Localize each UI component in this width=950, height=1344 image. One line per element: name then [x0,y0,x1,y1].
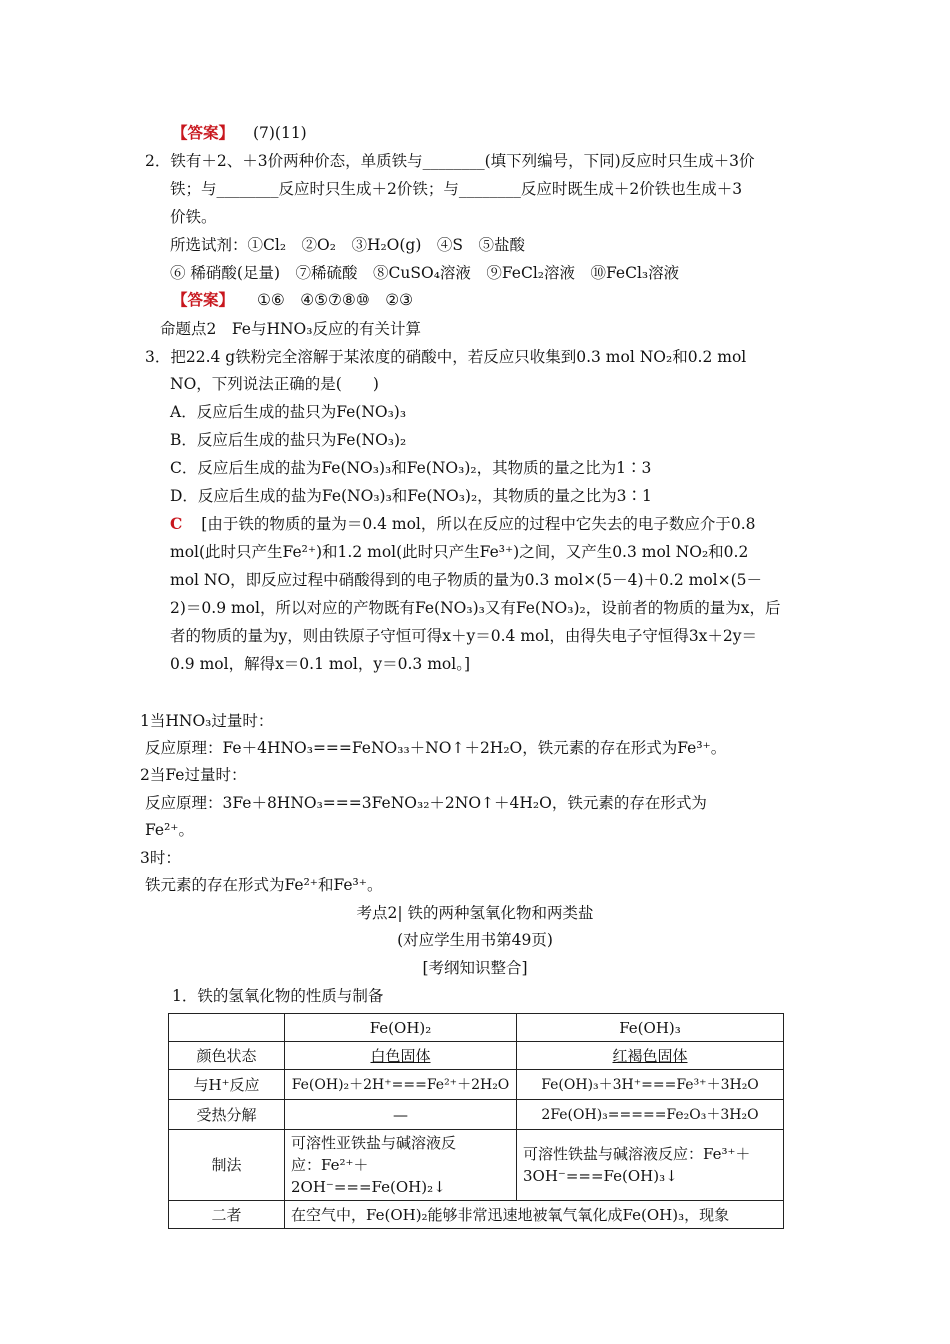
answer-label: 【答案】 [172,290,235,309]
note-2-heading: 2当Fe过量时： [140,766,247,784]
table-header-cell: Fe(OH)₂ [285,1014,517,1042]
table-cell [285,1042,517,1070]
q3-explanation-line2: mol(此时只产生Fe²⁺)和1.2 mol(此时只产生Fe³⁺)之间，又产生0.3 mol NO₂和0.2 [170,543,749,561]
table-cell: 在空气中，Fe(OH)₂能够非常迅速地被氧气氧化成Fe(OH)₃，现象 [285,1201,784,1229]
section-title: 考点2| 铁的两种氢氧化物和两类盐 [356,904,594,922]
row-label: 与H⁺反应 [169,1070,285,1100]
table-row [169,1201,784,1229]
cell-line: 3OH⁻===Fe(OH)₃↓ [523,1167,678,1185]
table-cell: Fe(OH)₂＋2H⁺===Fe²⁺＋2H₂O [285,1070,517,1100]
table-cell: — [285,1100,517,1130]
q3-explanation-line3: mol NO，即反应过程中硝酸得到的电子物质的量为0.3 mol×(5－4)＋0.2 mol×(5－ [170,571,763,589]
explanation-text: [由于铁的物质的量为＝0.4 mol，所以在反应的过程中它失去的电子数应介于0.8 [201,515,756,533]
section-item-heading: 1．铁的氢氧化物的性质与制备 [172,987,384,1005]
row-label: 二者 [169,1201,285,1229]
cell-line: 应：Fe²⁺＋2OH⁻===Fe(OH)₂↓ [291,1156,446,1196]
table-cell: 2Fe(OH)₃=====Fe₂O₃＋3H₂O [517,1100,784,1130]
q2-answer-line [172,290,413,310]
row-label: 受热分解 [169,1100,285,1130]
answer-label: 【答案】 [172,123,235,142]
table-cell [517,1042,784,1070]
note-2-reaction: 反应原理：3Fe＋8HNO₃===3FeNO₃₂＋2NO↑＋4H₂O，铁元素的存在形式为 [145,794,707,812]
section-subtitle: [考纲知识整合] [422,959,528,977]
q3-explanation-line6: 0.9 mol，解得x＝0.1 mol，y＝0.3 mol。] [170,655,470,673]
table-row [169,1100,784,1130]
q3-stem-line1: 3．把22.4 g铁粉完全溶解于某浓度的硝酸中，若反应只收集到0.3 mol NO₂和0.2 mol [145,348,747,366]
q3-explanation-line4: 2)＝0.9 mol，所以对应的产物既有Fe(NO₃)₃又有Fe(NO₃)₂，设前者的物质的量为x，后 [170,599,781,617]
table-cell [517,1130,784,1201]
row-label: 颜色状态 [169,1042,285,1070]
q3-explanation-line1 [170,514,756,534]
q2-stem-line2: 铁；与________反应时只生成＋2价铁；与________反应时既生成＋2价铁也生成＋3 [170,180,743,198]
note-3-text: 铁元素的存在形式为Fe²⁺和Fe³⁺。 [145,876,383,894]
note-1-heading: 1当HNO₃过量时： [140,712,274,730]
note-1-reaction: 反应原理：Fe＋4HNO₃===FeNO₃₃＋NO↑＋2H₂O，铁元素的存在形式为Fe³⁺。 [145,739,727,757]
q3-option-b: B．反应后生成的盐只为Fe(NO₃)₂ [170,431,407,449]
table-header-row [169,1014,784,1042]
q2-reagents-line2: ⑥ 稀硝酸(足量) ⑦稀硫酸 ⑧CuSO₄溶液 ⑨FeCl₂溶液 ⑩FeCl₃溶液 [170,264,680,282]
q2-stem-line1: 2．铁有＋2、＋3价两种价态，单质铁与________(填下列编号，下同)反应时只生成＋3价 [145,152,755,170]
q1-answer-line [172,123,307,143]
answer-letter: C [170,514,183,533]
q3-stem-line2: NO，下列说法正确的是( ) [170,375,379,393]
note-2-tail: Fe²⁺。 [145,821,194,839]
q3-option-c: C．反应后生成的盐为Fe(NO₃)₃和Fe(NO₃)₂，其物质的量之比为1∶3 [170,459,652,477]
q3-option-a: A．反应后生成的盐只为Fe(NO₃)₃ [170,403,407,421]
table-header-cell: Fe(OH)₃ [517,1014,784,1042]
table-cell [285,1130,517,1201]
answer-text: (7)(11) [252,124,307,142]
section-page-reference: (对应学生用书第49页) [397,931,553,949]
cell-line: 可溶性亚铁盐与碱溶液反 [291,1134,457,1152]
table-cell: Fe(OH)₃＋3H⁺===Fe³⁺＋3H₂O [517,1070,784,1100]
table-row [169,1070,784,1100]
row-label: 制法 [169,1130,285,1201]
table-header-cell [169,1014,285,1042]
q3-explanation-line5: 者的物质的量为y，则由铁原子守恒可得x＋y＝0.4 mol，由得失电子守恒得3x＋2y＝ [170,627,758,645]
topic-title: 命题点2 Fe与HNO₃反应的有关计算 [160,320,421,338]
table-row [169,1042,784,1070]
q2-stem-line3: 价铁。 [170,208,217,226]
cell-text: 白色固体 [370,1046,431,1065]
cell-text: 红褐色固体 [612,1046,688,1065]
cell-line: 可溶性铁盐与碱溶液反应：Fe³⁺＋ [523,1145,751,1163]
q2-reagents-line1: 所选试剂：①Cl₂ ②O₂ ③H₂O(g) ④S ⑤盐酸 [170,236,526,254]
note-3-heading: 3时： [140,849,181,867]
iron-hydroxide-table [168,1013,784,1229]
q3-option-d: D．反应后生成的盐为Fe(NO₃)₃和Fe(NO₃)₂，其物质的量之比为3∶1 [170,487,652,505]
table-row [169,1130,784,1201]
answer-text: ①⑥ ④⑤⑦⑧⑩ ②③ [256,291,414,309]
